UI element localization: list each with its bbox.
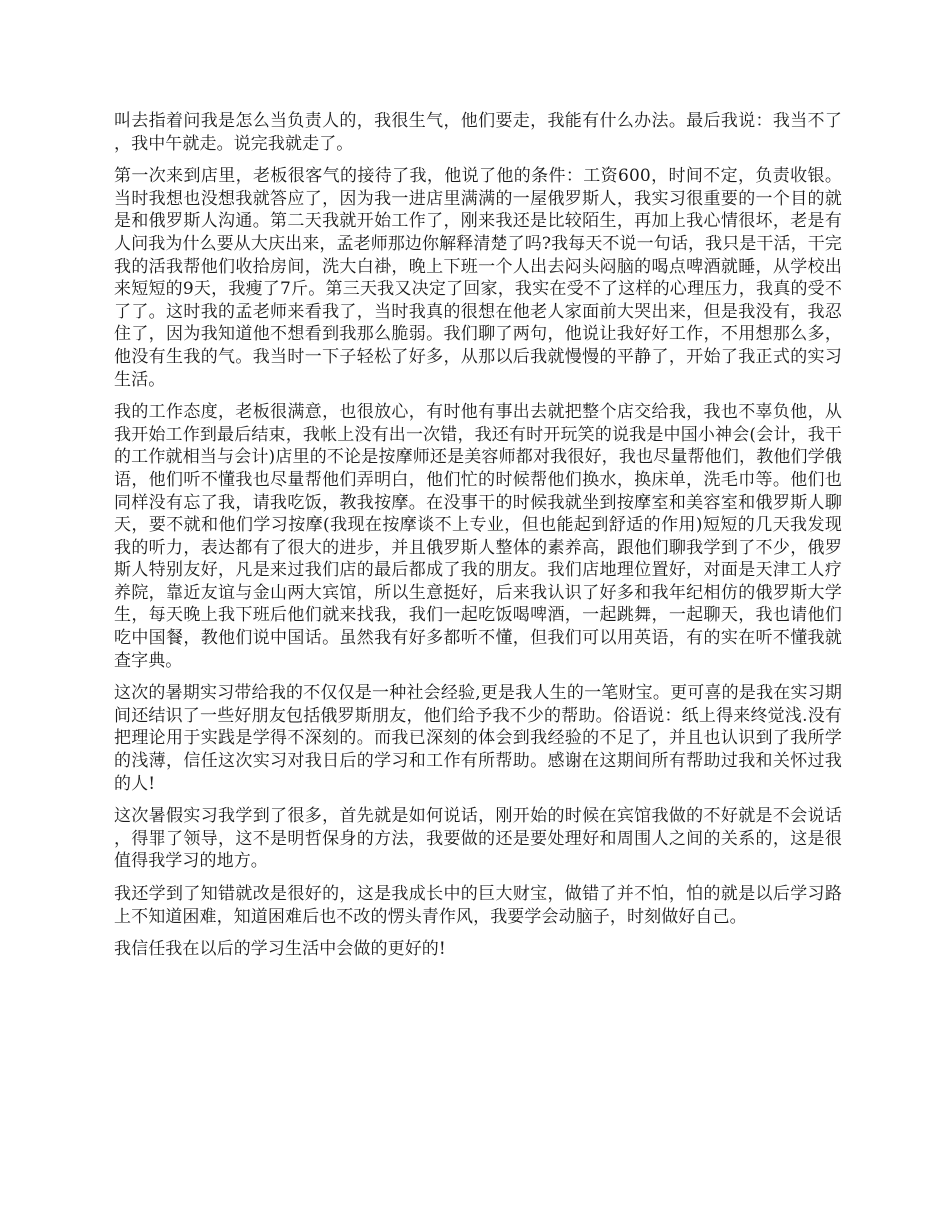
document-body (114, 110, 842, 971)
paragraph-3: 我的工作态度，老板很满意，也很放心，有时他有事出去就把整个店交给我，我也不辜负他，从我开始工作到最后结束，我帐上没有出一次错，我还有时开玩笑的说我是中国小神会(会计，我干的工作就相当与会计)店里的不论是按摩师还是美容师都对我很好，我也尽量帮他们，教他们学俄语，他们听不懂我也尽量帮他们弄明白，他们忙的时候帮他们换水，换床单，洗毛巾等。他们也同样没有忘了我，请我吃饭，教我按摩。在没事干的时候我就坐到按摩室和美容室和俄罗斯人聊天，要不就和他们学习按摩(我现在按摩谈不上专业，但也能起到舒适的作用)短短的几天我发现我的听力，表达都有了很大的进步，并且俄罗斯人整体的素养高，跟他们聊我学到了不少，俄罗斯人特别友好，凡是来过我们店的最后都成了我的朋友。我们店地理位置好，对面是天津工人疗养院，靠近友谊与金山两大宾馆，所以生意挺好，后来我认识了好多和我年纪相仿的俄罗斯大学生，每天晚上我下班后他们就来找我，我们一起吃饭喝啤酒，一起跳舞，一起聊天，我也请他们吃中国餐，教他们说中国话。虽然我有好多都听不懂，但我们可以用英语，有的实在听不懂我就查字典。 (114, 402, 842, 671)
paragraph-5: 这次暑假实习我学到了很多，首先就是如何说话，刚开始的时候在宾馆我做的不好就是不会说话，得罪了领导，这不是明哲保身的方法，我要做的还是要处理好和周围人之间的关系的，这是很值得我学习的地方。 (114, 806, 842, 872)
paragraph-4: 这次的暑期实习带给我的不仅仅是一种社会经验,更是我人生的一笔财宝。更可喜的是我在实习期间还结识了一些好朋友包括俄罗斯朋友，他们给予我不少的帮助。俗语说：纸上得来终觉浅.没有把理论用于实践是学得不深刻的。而我已深刻的体会到我经验的不足了，并且也认识到了我所学的浅薄，信任这次实习对我日后的学习和工作有所帮助。感谢在这期间所有帮助过我和关怀过我的人! (114, 683, 842, 794)
paragraph-7: 我信任我在以后的学习生活中会做的更好的! (114, 939, 446, 960)
paragraph-2: 第一次来到店里，老板很客气的接待了我，他说了他的条件：工资600，时间不定，负责收银。当时我想也没想我就答应了，因为我一进店里满满的一屋俄罗斯人，我实习很重要的一个目的就是和俄罗斯人沟通。第二天我就开始工作了，刚来我还是比较陌生，再加上我心情很坏，老是有人问我为什么要从大庆出来，孟老师那边你解释清楚了吗?我每天不说一句话，我只是干活，干完我的活我帮他们收拾房间，洗大白褂，晚上下班一个人出去闷头闷脑的喝点啤酒就睡，从学校出来短短的9天，我瘦了7斤。第三天我又决定了回家，我实在受不了这样的心理压力，我真的受不了了。这时我的孟老师来看我了，当时我真的很想在他老人家面前大哭出来，但是我没有，我忍住了，因为我知道他不想看到我那么脆弱。我们聊了两句，他说让我好好工作，不用想那么多，他没有生我的气。我当时一下子轻松了好多，从那以后我就慢慢的平静了，开始了我正式的实习生活。 (114, 166, 842, 390)
paragraph-6: 我还学到了知错就改是很好的，这是我成长中的巨大财宝，做错了并不怕，怕的就是以后学习路上不知道困难，知道困难后也不改的愣头青作风，我要学会动脑子，时刻做好自己。 (114, 884, 842, 927)
paragraph-1: 叫去指着问我是怎么当负责人的，我很生气，他们要走，我能有什么办法。最后我说：我当不了，我中午就走。说完我就走了。 (114, 111, 842, 154)
